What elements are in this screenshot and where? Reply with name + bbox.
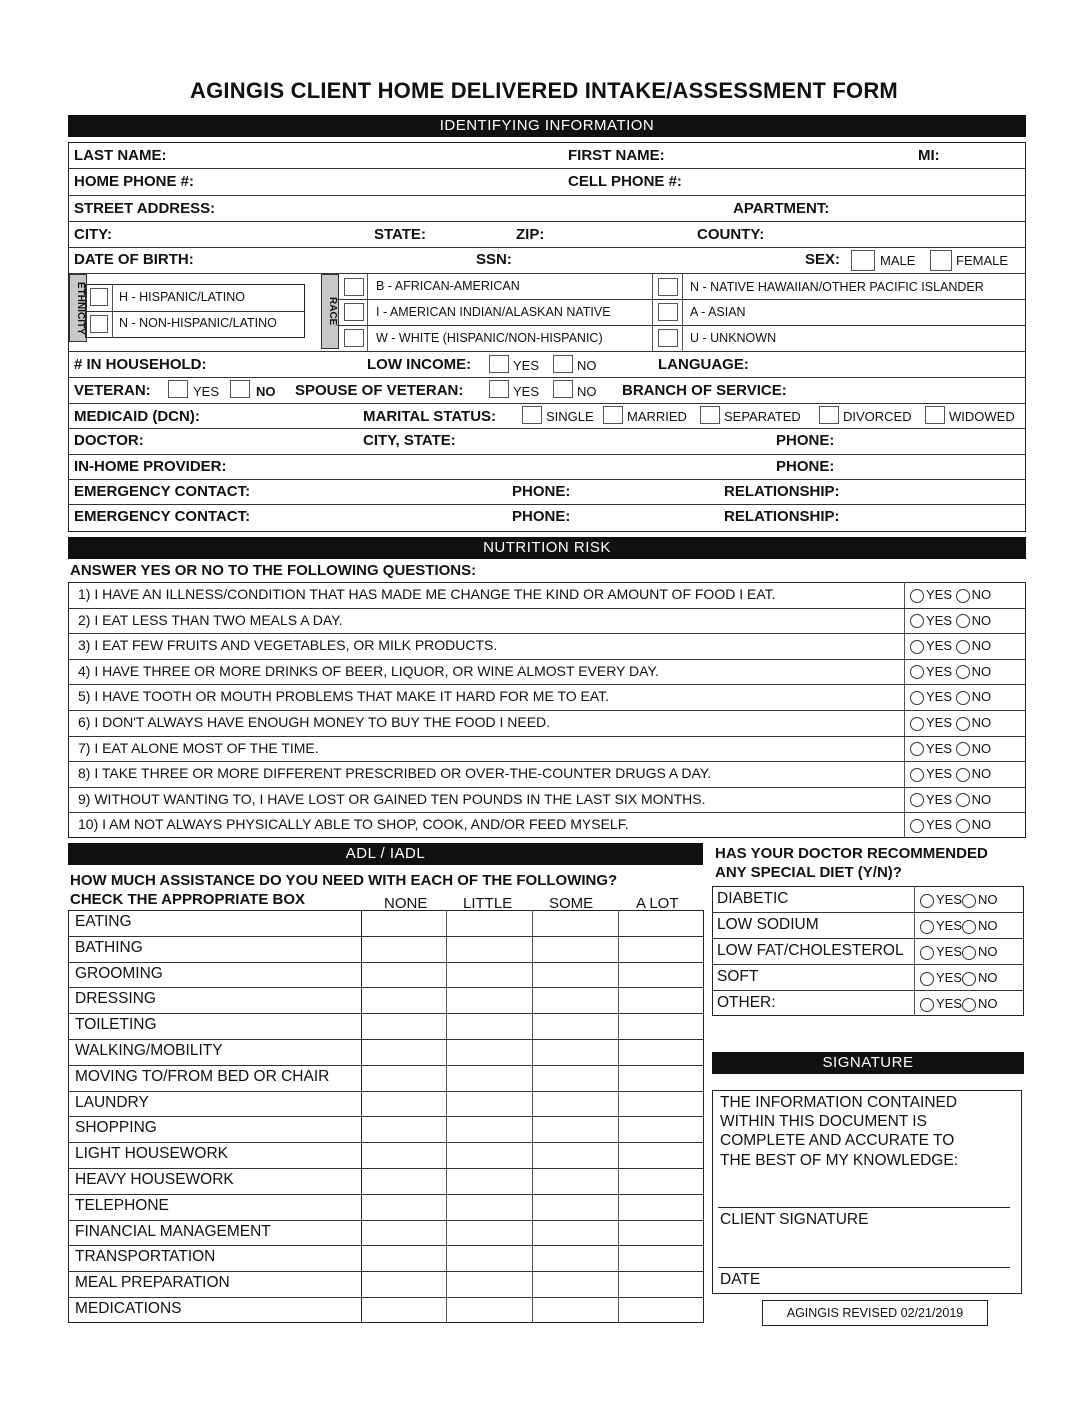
- adl-checkbox-cell[interactable]: [620, 1014, 704, 1038]
- emergency-relationship-2-label: RELATIONSHIP:: [724, 508, 840, 525]
- male-checkbox[interactable]: [851, 250, 875, 271]
- low-income-label: LOW INCOME:: [367, 356, 472, 373]
- adl-checkbox-cell[interactable]: [363, 1143, 447, 1167]
- no-radio[interactable]: [956, 665, 970, 679]
- ssn-label: SSN:: [476, 251, 512, 268]
- yes-label: YES: [926, 766, 953, 782]
- adl-checkbox-cell[interactable]: [448, 1117, 532, 1141]
- adl-checkbox-cell[interactable]: [620, 1092, 704, 1116]
- revised-stamp: AGINGIS REVISED 02/21/2019: [762, 1300, 988, 1326]
- adl-checkbox-cell[interactable]: [363, 937, 447, 961]
- adl-item: TELEPHONE: [75, 1196, 169, 1214]
- branch-label: BRANCH OF SERVICE:: [622, 382, 787, 399]
- adl-item: HEAVY HOUSEWORK: [75, 1171, 234, 1188]
- adl-checkbox-cell[interactable]: [363, 1298, 447, 1322]
- adl-checkbox-cell[interactable]: [448, 1040, 532, 1064]
- adl-checkbox-cell[interactable]: [534, 911, 618, 935]
- section-identifying-header: IDENTIFYING INFORMATION: [68, 115, 1026, 137]
- no-radio[interactable]: [956, 589, 970, 603]
- adl-item: EATING: [75, 913, 132, 930]
- yes-radio[interactable]: [920, 894, 934, 908]
- no-label: NO: [971, 740, 992, 756]
- client-signature-label: CLIENT SIGNATURE: [720, 1211, 869, 1228]
- nutrition-question: 4) I HAVE THREE OR MORE DRINKS OF BEER, LIQUOR, OR WINE ALMOST EVERY DAY.: [78, 662, 659, 679]
- medicaid-label: MEDICAID (DCN):: [74, 408, 200, 425]
- city-label: CITY:: [74, 226, 113, 243]
- date-label: DATE: [720, 1271, 761, 1288]
- female-checkbox[interactable]: [930, 250, 952, 271]
- adl-item: LAUNDRY: [75, 1093, 149, 1111]
- divorced-checkbox[interactable]: [819, 406, 839, 424]
- col-some: SOME: [549, 895, 594, 912]
- yes-radio[interactable]: [920, 920, 934, 934]
- adl-checkbox-cell[interactable]: [363, 1117, 447, 1141]
- emergency-contact-1-label: EMERGENCY CONTACT:: [74, 483, 251, 500]
- adl-checkbox-cell[interactable]: [534, 1092, 618, 1116]
- nutrition-answer: [910, 741, 991, 757]
- adl-item: TOILETING: [75, 1016, 157, 1034]
- married-checkbox[interactable]: [603, 406, 623, 424]
- no-radio[interactable]: [962, 972, 976, 986]
- cell-phone-label: CELL PHONE #:: [568, 173, 682, 190]
- adl-checkbox-cell[interactable]: [620, 1195, 704, 1219]
- adl-checkbox-cell[interactable]: [620, 1040, 704, 1064]
- county-label: COUNTY:: [697, 226, 765, 243]
- no-radio[interactable]: [956, 717, 970, 731]
- spouse-no-checkbox[interactable]: [553, 380, 573, 398]
- signature-statement-1: THE INFORMATION CONTAINED: [720, 1094, 958, 1111]
- yes-radio[interactable]: [910, 640, 924, 654]
- street-address-label: STREET ADDRESS:: [74, 200, 216, 217]
- adl-checkbox-cell[interactable]: [620, 1221, 704, 1245]
- adl-checkbox-cell[interactable]: [363, 1195, 447, 1219]
- nutrition-answer: [910, 664, 991, 680]
- no-radio[interactable]: [962, 894, 976, 908]
- adl-checkbox-cell[interactable]: [534, 1221, 618, 1245]
- adl-checkbox-cell[interactable]: [620, 911, 704, 935]
- diet-answer: [920, 892, 998, 908]
- nutrition-question: 3) I EAT FEW FRUITS AND VEGETABLES, OR MILK PRODUCTS.: [78, 637, 498, 654]
- veteran-no: NO: [256, 384, 276, 399]
- yes-label: YES: [936, 970, 963, 985]
- no-label: NO: [971, 715, 992, 730]
- adl-item: LIGHT HOUSEWORK: [75, 1145, 229, 1163]
- no-label: NO: [978, 970, 998, 985]
- female-option: FEMALE: [956, 253, 1009, 268]
- zip-label: ZIP:: [516, 226, 545, 243]
- provider-phone-label: PHONE:: [776, 458, 835, 475]
- adl-checkbox-cell[interactable]: [363, 1092, 447, 1116]
- male-option: MALE: [880, 253, 916, 268]
- no-radio[interactable]: [956, 614, 970, 628]
- marital-label: MARITAL STATUS:: [363, 408, 497, 425]
- adl-checkbox-cell[interactable]: [448, 937, 532, 961]
- marital-separated: SEPARATED: [724, 409, 801, 424]
- adl-checkbox-cell[interactable]: [448, 1092, 532, 1116]
- yes-label: YES: [926, 689, 953, 705]
- adl-checkbox-cell[interactable]: [448, 1169, 532, 1193]
- col-none: NONE: [384, 895, 428, 912]
- nutrition-answer: [910, 613, 991, 629]
- yes-radio[interactable]: [920, 972, 934, 986]
- adl-item: FINANCIAL MANAGEMENT: [75, 1222, 271, 1240]
- spouse-no: NO: [577, 384, 597, 399]
- adl-checkbox-cell[interactable]: [534, 1117, 618, 1141]
- adl-checkbox-cell[interactable]: [534, 1169, 618, 1193]
- no-radio[interactable]: [956, 691, 970, 705]
- adl-checkbox-cell[interactable]: [363, 1040, 447, 1064]
- yes-label: YES: [926, 791, 953, 807]
- adl-checkbox-cell[interactable]: [620, 963, 704, 987]
- no-label: NO: [978, 944, 998, 959]
- low-income-no-checkbox[interactable]: [553, 355, 573, 373]
- adl-checkbox-cell[interactable]: [448, 1014, 532, 1038]
- nutrition-question: 1) I HAVE AN ILLNESS/CONDITION THAT HAS MADE ME CHANGE THE KIND OR AMOUNT OF FOOD I EAT.: [78, 586, 776, 602]
- emergency-relationship-1-label: RELATIONSHIP:: [724, 483, 840, 500]
- race-option-u: U - UNKNOWN: [690, 331, 777, 345]
- race-a-checkbox[interactable]: [658, 303, 678, 321]
- adl-checkbox-cell[interactable]: [534, 963, 618, 987]
- state-label: STATE:: [374, 226, 426, 243]
- yes-radio[interactable]: [910, 742, 924, 756]
- low-income-yes: YES: [513, 358, 540, 373]
- ethnicity-vertical-label: ETHNICITY: [69, 274, 87, 342]
- diet-item: SOFT: [717, 968, 759, 985]
- yes-radio[interactable]: [910, 717, 924, 731]
- signature-statement-3: COMPLETE AND ACCURATE TO: [720, 1132, 955, 1149]
- yes-label: YES: [936, 996, 963, 1011]
- no-radio[interactable]: [956, 640, 970, 654]
- adl-checkbox-cell[interactable]: [363, 1014, 447, 1038]
- adl-checkbox-cell[interactable]: [620, 1298, 704, 1322]
- nutrition-question: 7) I EAT ALONE MOST OF THE TIME.: [78, 739, 319, 756]
- nutrition-answer: [910, 587, 991, 603]
- diet-answer: [920, 996, 998, 1012]
- adl-checkbox-cell[interactable]: [534, 1195, 618, 1219]
- first-name-label: FIRST NAME:: [568, 147, 665, 164]
- yes-radio[interactable]: [910, 589, 924, 603]
- race-b-checkbox[interactable]: [344, 278, 364, 296]
- adl-checkbox-cell[interactable]: [534, 937, 618, 961]
- no-label: NO: [978, 892, 998, 907]
- adl-checkbox-cell[interactable]: [534, 988, 618, 1012]
- adl-checkbox-cell[interactable]: [363, 963, 447, 987]
- adl-item: BATHING: [75, 938, 143, 956]
- marital-married: MARRIED: [627, 409, 687, 424]
- city-state-label: CITY, STATE:: [363, 432, 456, 449]
- adl-checkbox-cell[interactable]: [448, 988, 532, 1012]
- nutrition-question: 9) WITHOUT WANTING TO, I HAVE LOST OR GAINED TEN POUNDS IN THE LAST SIX MONTHS.: [78, 790, 706, 807]
- adl-item: GROOMING: [75, 964, 163, 982]
- ethnicity-option-hispanic: H - HISPANIC/LATINO: [119, 290, 245, 304]
- low-income-no: NO: [577, 358, 597, 373]
- ethnicity-option-non-hispanic: N - NON-HISPANIC/LATINO: [119, 316, 277, 330]
- adl-item: WALKING/MOBILITY: [75, 1042, 223, 1059]
- no-radio[interactable]: [956, 742, 970, 756]
- adl-item: TRANSPORTATION: [75, 1248, 216, 1266]
- adl-check-instruction: CHECK THE APPROPRIATE BOX: [70, 891, 306, 908]
- adl-checkbox-cell[interactable]: [363, 1066, 447, 1090]
- adl-item: MOVING TO/FROM BED OR CHAIR: [75, 1067, 330, 1085]
- yes-radio[interactable]: [910, 768, 924, 782]
- no-label: NO: [978, 996, 998, 1011]
- adl-checkbox-cell[interactable]: [620, 988, 704, 1012]
- doctor-label: DOCTOR:: [74, 432, 144, 449]
- nutrition-answer: [910, 792, 991, 808]
- race-u-checkbox[interactable]: [658, 329, 678, 347]
- no-label: NO: [978, 918, 998, 933]
- diet-heading-2: ANY SPECIAL DIET (Y/N)?: [715, 864, 902, 881]
- no-label: NO: [971, 612, 992, 628]
- sex-label: SEX:: [805, 251, 841, 268]
- adl-checkbox-cell[interactable]: [620, 937, 704, 961]
- yes-radio[interactable]: [920, 998, 934, 1012]
- marital-divorced: DIVORCED: [843, 409, 912, 424]
- no-radio[interactable]: [956, 819, 970, 833]
- spouse-yes: YES: [513, 384, 540, 399]
- section-nutrition-header: NUTRITION RISK: [68, 537, 1026, 559]
- adl-item: MEAL PREPARATION: [75, 1274, 230, 1292]
- nutrition-answer: [910, 766, 991, 782]
- yes-label: YES: [926, 740, 953, 756]
- nutrition-answer: [910, 715, 991, 731]
- yes-label: YES: [936, 944, 963, 959]
- emergency-phone-1-label: PHONE:: [512, 483, 571, 500]
- home-phone-label: HOME PHONE #:: [74, 173, 195, 190]
- ethnicity-non-hispanic-checkbox[interactable]: [90, 315, 108, 333]
- no-radio[interactable]: [962, 998, 976, 1012]
- no-label: NO: [971, 689, 992, 705]
- adl-checkbox-cell[interactable]: [534, 1040, 618, 1064]
- adl-question: HOW MUCH ASSISTANCE DO YOU NEED WITH EACH OF THE FOLLOWING?: [70, 872, 618, 889]
- no-label: NO: [971, 587, 992, 602]
- provider-label: IN-HOME PROVIDER:: [74, 458, 227, 475]
- language-label: LANGUAGE:: [658, 356, 749, 373]
- race-option-a: A - ASIAN: [690, 305, 746, 319]
- adl-checkbox-cell[interactable]: [620, 1272, 704, 1296]
- marital-single: SINGLE: [546, 409, 594, 424]
- adl-checkbox-cell[interactable]: [363, 1272, 447, 1296]
- widowed-checkbox[interactable]: [925, 406, 945, 424]
- yes-radio[interactable]: [910, 614, 924, 628]
- doctor-phone-label: PHONE:: [776, 432, 835, 449]
- veteran-yes-checkbox[interactable]: [168, 380, 188, 398]
- adl-checkbox-cell[interactable]: [363, 1221, 447, 1245]
- yes-radio[interactable]: [910, 691, 924, 705]
- no-label: NO: [971, 638, 992, 654]
- date-line[interactable]: [718, 1267, 1010, 1268]
- yes-radio[interactable]: [920, 946, 934, 960]
- yes-label: YES: [926, 587, 953, 602]
- adl-checkbox-cell[interactable]: [620, 1143, 704, 1167]
- yes-label: YES: [936, 918, 963, 933]
- yes-radio[interactable]: [910, 665, 924, 679]
- adl-checkbox-cell[interactable]: [363, 988, 447, 1012]
- nutrition-question: 6) I DON'T ALWAYS HAVE ENOUGH MONEY TO BUY THE FOOD I NEED.: [78, 714, 551, 730]
- separated-checkbox[interactable]: [700, 406, 720, 424]
- yes-label: YES: [926, 612, 953, 628]
- adl-item: DRESSING: [75, 990, 156, 1008]
- race-i-checkbox[interactable]: [344, 303, 364, 321]
- adl-checkbox-cell[interactable]: [534, 1272, 618, 1296]
- no-label: NO: [971, 766, 992, 782]
- diet-answer: [920, 970, 998, 986]
- race-w-checkbox[interactable]: [344, 329, 364, 347]
- signature-statement-2: WITHIN THIS DOCUMENT IS: [720, 1113, 927, 1130]
- spouse-veteran-label: SPOUSE OF VETERAN:: [295, 382, 464, 399]
- diet-item: LOW SODIUM: [717, 916, 819, 933]
- nutrition-answer: [910, 817, 991, 833]
- adl-checkbox-cell[interactable]: [448, 1066, 532, 1090]
- yes-label: YES: [926, 663, 953, 679]
- adl-checkbox-cell[interactable]: [448, 1195, 532, 1219]
- col-little: LITTLE: [463, 895, 513, 912]
- adl-item: SHOPPING: [75, 1119, 157, 1137]
- low-income-yes-checkbox[interactable]: [489, 355, 509, 373]
- emergency-phone-2-label: PHONE:: [512, 508, 571, 525]
- nutrition-question: 8) I TAKE THREE OR MORE DIFFERENT PRESCRIBED OR OVER-THE-COUNTER DRUGS A DAY.: [78, 765, 712, 782]
- emergency-contact-2-label: EMERGENCY CONTACT:: [74, 508, 251, 525]
- adl-checkbox-cell[interactable]: [620, 1117, 704, 1141]
- adl-checkbox-cell[interactable]: [448, 963, 532, 987]
- ethnicity-hispanic-checkbox[interactable]: [90, 288, 108, 306]
- yes-label: YES: [926, 817, 953, 833]
- section-adl-header: ADL / IADL: [68, 843, 703, 865]
- no-radio[interactable]: [956, 768, 970, 782]
- spouse-yes-checkbox[interactable]: [489, 380, 509, 398]
- diet-heading-1: HAS YOUR DOCTOR RECOMMENDED: [715, 845, 988, 862]
- veteran-yes: YES: [193, 384, 220, 399]
- adl-checkbox-cell[interactable]: [534, 1143, 618, 1167]
- yes-radio[interactable]: [910, 819, 924, 833]
- veteran-label: VETERAN:: [74, 382, 151, 399]
- nutrition-question: 10) I AM NOT ALWAYS PHYSICALLY ABLE TO SHOP, COOK, AND/OR FEED MYSELF.: [78, 816, 629, 833]
- adl-checkbox-cell[interactable]: [448, 1272, 532, 1296]
- section-signature-header: SIGNATURE: [712, 1052, 1024, 1074]
- yes-radio[interactable]: [910, 793, 924, 807]
- diet-answer: [920, 918, 998, 934]
- no-label: NO: [971, 663, 992, 679]
- household-label: # IN HOUSEHOLD:: [74, 356, 207, 373]
- adl-checkbox-cell[interactable]: [363, 1169, 447, 1193]
- diet-item: OTHER:: [717, 994, 776, 1011]
- adl-checkbox-cell[interactable]: [534, 1066, 618, 1090]
- adl-checkbox-cell[interactable]: [363, 911, 447, 935]
- race-option-i: I - AMERICAN INDIAN/ALASKAN NATIVE: [376, 305, 611, 319]
- adl-checkbox-cell[interactable]: [448, 1246, 532, 1270]
- yes-label: YES: [926, 638, 953, 654]
- adl-item: MEDICATIONS: [75, 1300, 182, 1317]
- adl-checkbox-cell[interactable]: [448, 1143, 532, 1167]
- adl-checkbox-cell[interactable]: [363, 1246, 447, 1270]
- marital-widowed: WIDOWED: [949, 409, 1015, 424]
- diet-item: LOW FAT/CHOLESTEROL: [717, 942, 904, 959]
- no-radio[interactable]: [962, 946, 976, 960]
- no-label: NO: [971, 817, 992, 833]
- nutrition-question: 5) I HAVE TOOTH OR MOUTH PROBLEMS THAT MAKE IT HARD FOR ME TO EAT.: [78, 688, 610, 705]
- nutrition-question: 2) I EAT LESS THAN TWO MEALS A DAY.: [78, 611, 343, 628]
- race-option-n: N - NATIVE HAWAIIAN/OTHER PACIFIC ISLANDER: [690, 280, 984, 294]
- adl-checkbox-cell[interactable]: [534, 1298, 618, 1322]
- race-vertical-label: RACE: [321, 274, 339, 349]
- dob-label: DATE OF BIRTH:: [74, 251, 194, 268]
- adl-checkbox-cell[interactable]: [620, 1066, 704, 1090]
- nutrition-answer: [910, 689, 991, 705]
- nutrition-instruction: ANSWER YES OR NO TO THE FOLLOWING QUESTIONS:: [70, 562, 477, 579]
- no-label: NO: [971, 791, 992, 807]
- yes-label: YES: [936, 892, 963, 907]
- signature-statement-4: THE BEST OF MY KNOWLEDGE:: [720, 1152, 958, 1169]
- mi-label: MI:: [918, 147, 940, 164]
- no-radio[interactable]: [962, 920, 976, 934]
- diet-item: DIABETIC: [717, 890, 789, 907]
- no-radio[interactable]: [956, 793, 970, 807]
- nutrition-answer: [910, 638, 991, 654]
- adl-checkbox-cell[interactable]: [620, 1246, 704, 1270]
- single-checkbox[interactable]: [522, 406, 542, 424]
- veteran-no-checkbox[interactable]: [230, 380, 250, 398]
- race-n-checkbox[interactable]: [658, 278, 678, 296]
- yes-label: YES: [926, 715, 953, 730]
- diet-answer: [920, 944, 998, 960]
- race-option-w: W - WHITE (HISPANIC/NON-HISPANIC): [376, 331, 603, 345]
- adl-checkbox-cell[interactable]: [534, 1246, 618, 1270]
- apartment-label: APARTMENT:: [733, 200, 830, 217]
- client-signature-line[interactable]: [718, 1207, 1010, 1208]
- adl-checkbox-cell[interactable]: [620, 1169, 704, 1193]
- form-title: AGINGIS CLIENT HOME DELIVERED INTAKE/ASSESSMENT FORM: [190, 78, 898, 103]
- adl-checkbox-cell[interactable]: [448, 1298, 532, 1322]
- last-name-label: LAST NAME:: [74, 147, 167, 164]
- adl-checkbox-cell[interactable]: [448, 1221, 532, 1245]
- col-a-lot: A LOT: [636, 895, 679, 912]
- adl-checkbox-cell[interactable]: [534, 1014, 618, 1038]
- adl-checkbox-cell[interactable]: [448, 911, 532, 935]
- race-option-b: B - AFRICAN-AMERICAN: [376, 279, 520, 293]
